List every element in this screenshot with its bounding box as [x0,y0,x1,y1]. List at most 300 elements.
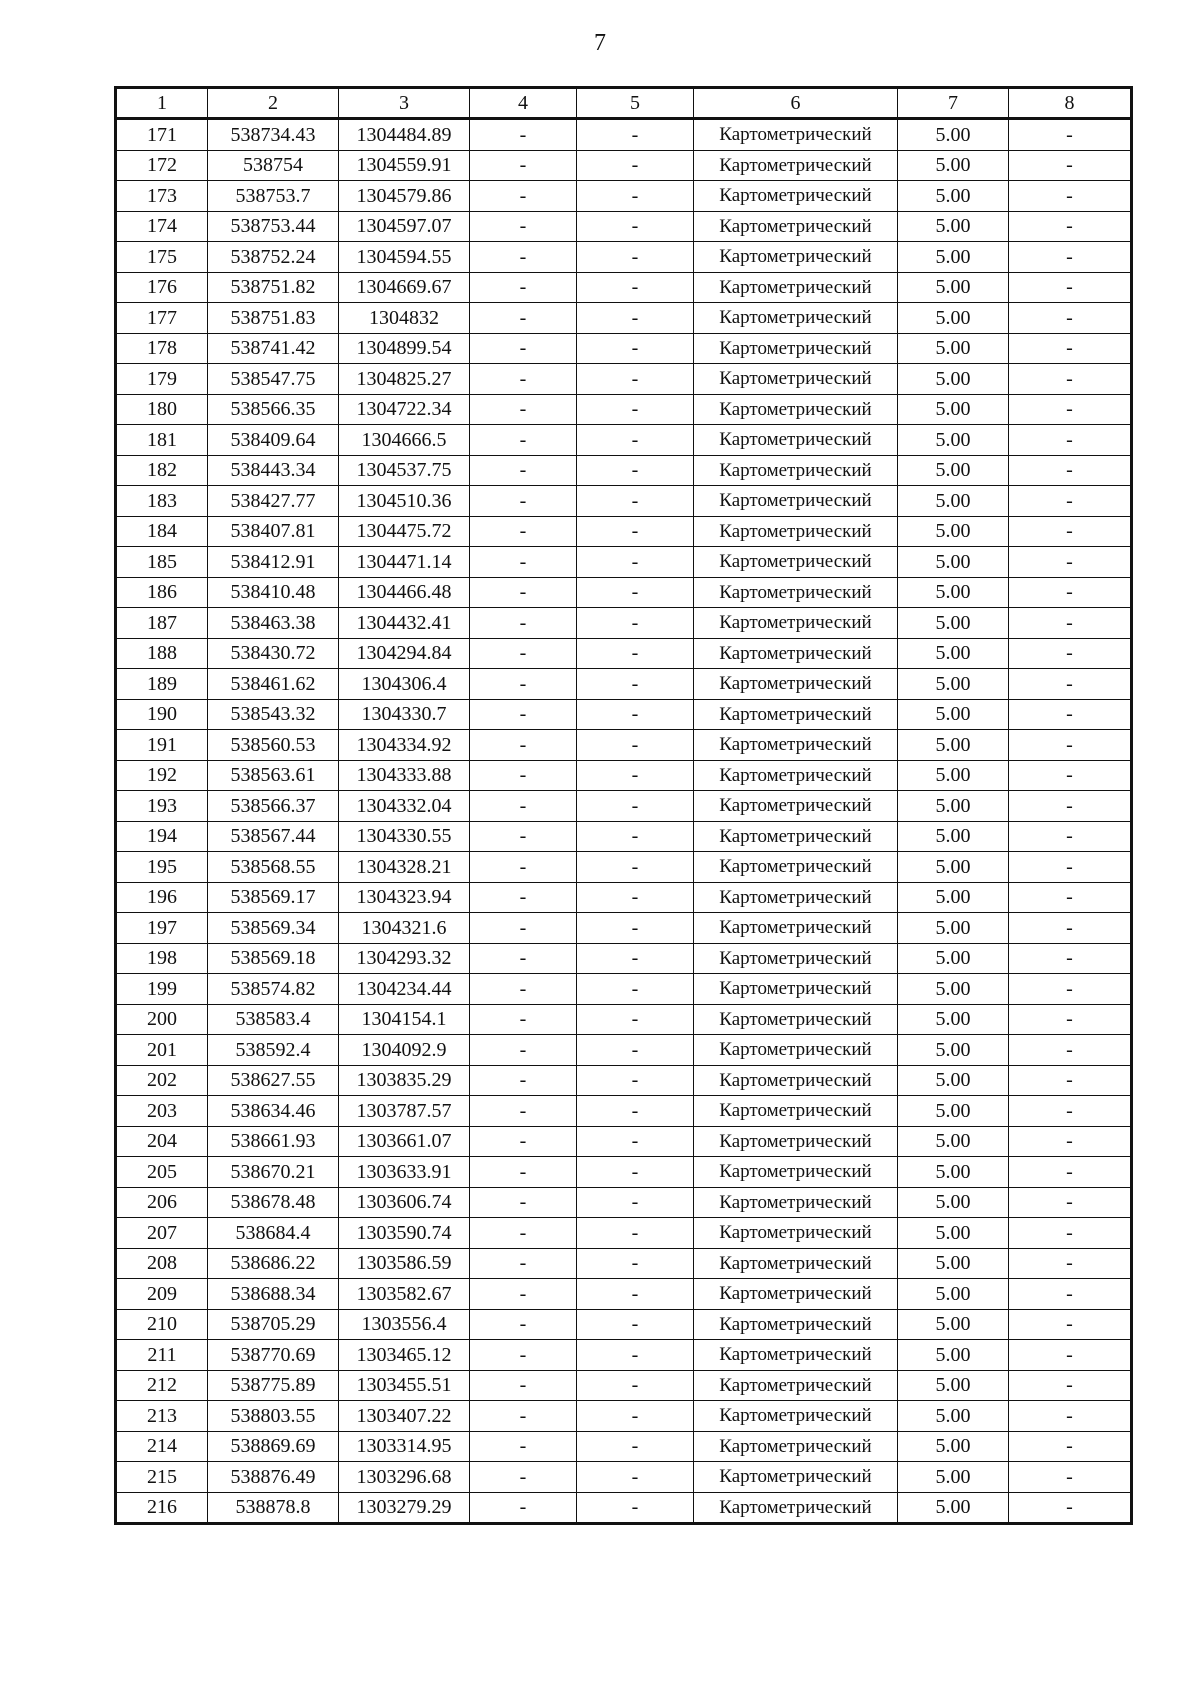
table-cell-col-7: 5.00 [898,547,1009,578]
table-cell-col-2: 538409.64 [208,425,339,456]
table-row [116,974,1132,1005]
table-cell-col-6: Картометрический [694,1004,898,1035]
table-cell-col-8: - [1009,1065,1132,1096]
column-header-7: 7 [898,88,1009,119]
table-cell-col-3: 1303590.74 [339,1218,470,1249]
table-cell-col-6: Картометрический [694,516,898,547]
table-cell-col-5: - [577,1370,694,1401]
table-cell-col-8: - [1009,1492,1132,1524]
table-cell-col-1: 208 [116,1248,208,1279]
table-cell-col-3: 1304666.5 [339,425,470,456]
table-cell-col-6: Картометрический [694,1370,898,1401]
table-cell-col-6: Картометрический [694,1157,898,1188]
table-row [116,943,1132,974]
table-cell-col-3: 1304328.21 [339,852,470,883]
table-cell-col-1: 188 [116,638,208,669]
table-row [116,181,1132,212]
table-row [116,577,1132,608]
table-cell-col-5: - [577,669,694,700]
table-cell-col-3: 1304323.94 [339,882,470,913]
table-cell-col-6: Картометрический [694,1340,898,1371]
table-cell-col-1: 194 [116,821,208,852]
table-cell-col-7: 5.00 [898,1492,1009,1524]
table-row [116,394,1132,425]
table-cell-col-3: 1304333.88 [339,760,470,791]
table-cell-col-5: - [577,943,694,974]
table-row [116,638,1132,669]
table-row [116,791,1132,822]
table-cell-col-8: - [1009,1340,1132,1371]
table-cell-col-6: Картометрический [694,1065,898,1096]
table-cell-col-7: 5.00 [898,516,1009,547]
table-cell-col-8: - [1009,1004,1132,1035]
table-row [116,516,1132,547]
table-cell-col-1: 182 [116,455,208,486]
table-cell-col-6: Картометрический [694,1035,898,1066]
table-cell-col-8: - [1009,608,1132,639]
table-cell-col-1: 213 [116,1401,208,1432]
table-cell-col-3: 1304332.04 [339,791,470,822]
table-cell-col-2: 538569.17 [208,882,339,913]
table-cell-col-8: - [1009,211,1132,242]
table-cell-col-4: - [470,913,577,944]
table-cell-col-2: 538566.35 [208,394,339,425]
coordinates-table [114,86,1133,1525]
table-cell-col-1: 192 [116,760,208,791]
column-header-4: 4 [470,88,577,119]
table-cell-col-1: 193 [116,791,208,822]
table-cell-col-6: Картометрический [694,852,898,883]
table-cell-col-7: 5.00 [898,394,1009,425]
table-cell-col-8: - [1009,852,1132,883]
table-cell-col-3: 1304294.84 [339,638,470,669]
table-cell-col-4: - [470,242,577,273]
table-cell-col-1: 199 [116,974,208,1005]
column-header-1: 1 [116,88,208,119]
table-cell-col-6: Картометрический [694,1279,898,1310]
table-cell-col-7: 5.00 [898,486,1009,517]
table-cell-col-8: - [1009,1431,1132,1462]
table-cell-col-5: - [577,1218,694,1249]
table-cell-col-1: 211 [116,1340,208,1371]
table-row [116,1492,1132,1524]
table-row [116,1279,1132,1310]
table-cell-col-5: - [577,699,694,730]
table-cell-col-7: 5.00 [898,150,1009,181]
table-cell-col-6: Картометрический [694,364,898,395]
table-cell-col-2: 538574.82 [208,974,339,1005]
table-cell-col-8: - [1009,913,1132,944]
table-cell-col-8: - [1009,455,1132,486]
table-cell-col-2: 538751.82 [208,272,339,303]
table-cell-col-3: 1303455.51 [339,1370,470,1401]
column-header-8: 8 [1009,88,1132,119]
table-cell-col-7: 5.00 [898,913,1009,944]
table-cell-col-7: 5.00 [898,577,1009,608]
table-cell-col-3: 1304293.32 [339,943,470,974]
table-cell-col-2: 538752.24 [208,242,339,273]
table-cell-col-2: 538753.7 [208,181,339,212]
table-cell-col-5: - [577,791,694,822]
table-cell-col-4: - [470,730,577,761]
table-cell-col-6: Картометрический [694,821,898,852]
table-cell-col-8: - [1009,1035,1132,1066]
table-cell-col-3: 1304330.7 [339,699,470,730]
table-cell-col-8: - [1009,425,1132,456]
table-cell-col-7: 5.00 [898,333,1009,364]
table-cell-col-6: Картометрический [694,882,898,913]
table-cell-col-2: 538461.62 [208,669,339,700]
table-cell-col-4: - [470,1248,577,1279]
table-row [116,1187,1132,1218]
table-cell-col-6: Картометрический [694,760,898,791]
table-cell-col-4: - [470,1370,577,1401]
table-cell-col-2: 538775.89 [208,1370,339,1401]
table-cell-col-5: - [577,1157,694,1188]
table-cell-col-2: 538407.81 [208,516,339,547]
table-cell-col-8: - [1009,1248,1132,1279]
table-cell-col-7: 5.00 [898,1279,1009,1310]
table-cell-col-7: 5.00 [898,1401,1009,1432]
table-row [116,486,1132,517]
table-cell-col-5: - [577,974,694,1005]
table-header [116,88,1132,119]
table-cell-col-2: 538543.32 [208,699,339,730]
table-cell-col-2: 538741.42 [208,333,339,364]
table-row [116,364,1132,395]
table-cell-col-2: 538627.55 [208,1065,339,1096]
table-cell-col-6: Картометрический [694,242,898,273]
table-cell-col-6: Картометрический [694,425,898,456]
table-cell-col-7: 5.00 [898,1004,1009,1035]
table-cell-col-4: - [470,821,577,852]
table-cell-col-8: - [1009,1157,1132,1188]
table-cell-col-4: - [470,760,577,791]
table-cell-col-6: Картометрический [694,455,898,486]
table-cell-col-3: 1303296.68 [339,1462,470,1493]
table-cell-col-5: - [577,181,694,212]
table-row [116,1035,1132,1066]
table-cell-col-5: - [577,119,694,151]
table-cell-col-8: - [1009,150,1132,181]
table-cell-col-2: 538754 [208,150,339,181]
table-cell-col-6: Картометрический [694,486,898,517]
table-cell-col-4: - [470,1309,577,1340]
table-cell-col-4: - [470,394,577,425]
table-cell-col-3: 1304330.55 [339,821,470,852]
table-cell-col-1: 204 [116,1126,208,1157]
table-cell-col-2: 538753.44 [208,211,339,242]
table-cell-col-2: 538734.43 [208,119,339,151]
table-cell-col-7: 5.00 [898,1096,1009,1127]
table-cell-col-2: 538566.37 [208,791,339,822]
table-cell-col-4: - [470,638,577,669]
table-row [116,1065,1132,1096]
table-cell-col-3: 1303586.59 [339,1248,470,1279]
table-cell-col-7: 5.00 [898,730,1009,761]
table-cell-col-4: - [470,303,577,334]
table-cell-col-3: 1304306.4 [339,669,470,700]
table-cell-col-5: - [577,211,694,242]
table-body [116,119,1132,1524]
table-row [116,913,1132,944]
table-cell-col-5: - [577,821,694,852]
table-cell-col-8: - [1009,1218,1132,1249]
table-cell-col-5: - [577,1126,694,1157]
table-cell-col-4: - [470,425,577,456]
table-cell-col-6: Картометрический [694,150,898,181]
table-cell-col-8: - [1009,730,1132,761]
table-cell-col-1: 202 [116,1065,208,1096]
table-cell-col-2: 538569.34 [208,913,339,944]
table-cell-col-1: 172 [116,150,208,181]
table-cell-col-7: 5.00 [898,303,1009,334]
table-cell-col-7: 5.00 [898,638,1009,669]
table-cell-col-4: - [470,669,577,700]
table-cell-col-8: - [1009,943,1132,974]
table-cell-col-4: - [470,516,577,547]
table-cell-col-7: 5.00 [898,1248,1009,1279]
table-row [116,821,1132,852]
table-cell-col-6: Картометрический [694,1187,898,1218]
table-cell-col-5: - [577,1401,694,1432]
table-cell-col-3: 1304669.67 [339,272,470,303]
table-row [116,303,1132,334]
table-cell-col-4: - [470,272,577,303]
table-cell-col-3: 1303582.67 [339,1279,470,1310]
table-cell-col-7: 5.00 [898,1157,1009,1188]
table-cell-col-5: - [577,1309,694,1340]
table-cell-col-5: - [577,303,694,334]
table-row [116,242,1132,273]
table-cell-col-4: - [470,974,577,1005]
table-cell-col-2: 538443.34 [208,455,339,486]
table-cell-col-8: - [1009,1187,1132,1218]
table-row [116,333,1132,364]
table-cell-col-5: - [577,486,694,517]
table-cell-col-1: 206 [116,1187,208,1218]
table-cell-col-8: - [1009,638,1132,669]
table-cell-col-4: - [470,1126,577,1157]
table-cell-col-1: 190 [116,699,208,730]
table-cell-col-7: 5.00 [898,1309,1009,1340]
table-cell-col-6: Картометрический [694,119,898,151]
table-cell-col-8: - [1009,791,1132,822]
table-row [116,1462,1132,1493]
table-row [116,1004,1132,1035]
table-row [116,699,1132,730]
table-cell-col-7: 5.00 [898,791,1009,822]
table-cell-col-4: - [470,882,577,913]
table-cell-col-1: 186 [116,577,208,608]
table-cell-col-8: - [1009,1096,1132,1127]
table-cell-col-8: - [1009,1279,1132,1310]
table-cell-col-7: 5.00 [898,455,1009,486]
table-cell-col-1: 198 [116,943,208,974]
table-cell-col-1: 181 [116,425,208,456]
table-row [116,1096,1132,1127]
table-cell-col-2: 538869.69 [208,1431,339,1462]
table-cell-col-8: - [1009,394,1132,425]
table-cell-col-3: 1304597.07 [339,211,470,242]
table-cell-col-3: 1304722.34 [339,394,470,425]
table-cell-col-3: 1304471.14 [339,547,470,578]
table-cell-col-4: - [470,943,577,974]
table-row [116,455,1132,486]
table-cell-col-3: 1304234.44 [339,974,470,1005]
table-cell-col-4: - [470,486,577,517]
table-cell-col-3: 1304537.75 [339,455,470,486]
table-cell-col-2: 538670.21 [208,1157,339,1188]
table-cell-col-5: - [577,1035,694,1066]
table-cell-col-5: - [577,242,694,273]
table-cell-col-6: Картометрический [694,547,898,578]
table-cell-col-5: - [577,760,694,791]
table-row [116,547,1132,578]
table-cell-col-7: 5.00 [898,1431,1009,1462]
table-cell-col-1: 201 [116,1035,208,1066]
table-cell-col-3: 1303787.57 [339,1096,470,1127]
table-cell-col-3: 1304832 [339,303,470,334]
table-cell-col-6: Картометрический [694,577,898,608]
table-row [116,608,1132,639]
table-cell-col-5: - [577,425,694,456]
table-cell-col-5: - [577,1096,694,1127]
table-cell-col-4: - [470,181,577,212]
table-cell-col-7: 5.00 [898,974,1009,1005]
table-cell-col-5: - [577,577,694,608]
table-cell-col-6: Картометрический [694,608,898,639]
table-cell-col-3: 1304321.6 [339,913,470,944]
table-cell-col-6: Картометрический [694,638,898,669]
table-cell-col-1: 212 [116,1370,208,1401]
table-cell-col-8: - [1009,486,1132,517]
table-cell-col-5: - [577,1462,694,1493]
table-cell-col-5: - [577,913,694,944]
table-cell-col-5: - [577,272,694,303]
table-cell-col-2: 538547.75 [208,364,339,395]
table-cell-col-6: Картометрический [694,394,898,425]
table-cell-col-3: 1304594.55 [339,242,470,273]
table-cell-col-1: 176 [116,272,208,303]
table-row [116,1401,1132,1432]
table-cell-col-5: - [577,638,694,669]
table-cell-col-1: 203 [116,1096,208,1127]
table-cell-col-3: 1304092.9 [339,1035,470,1066]
table-cell-col-1: 187 [116,608,208,639]
table-cell-col-8: - [1009,821,1132,852]
table-cell-col-7: 5.00 [898,608,1009,639]
table-cell-col-3: 1304466.48 [339,577,470,608]
table-cell-col-2: 538427.77 [208,486,339,517]
table-cell-col-4: - [470,1462,577,1493]
table-cell-col-4: - [470,1492,577,1524]
table-cell-col-4: - [470,608,577,639]
table-cell-col-2: 538430.72 [208,638,339,669]
table-cell-col-1: 200 [116,1004,208,1035]
table-cell-col-6: Картометрический [694,1492,898,1524]
table-cell-col-3: 1304334.92 [339,730,470,761]
table-cell-col-2: 538751.83 [208,303,339,334]
table-cell-col-5: - [577,1492,694,1524]
table-cell-col-3: 1304825.27 [339,364,470,395]
table-cell-col-1: 171 [116,119,208,151]
table-cell-col-7: 5.00 [898,699,1009,730]
table-cell-col-6: Картометрический [694,1126,898,1157]
table-cell-col-6: Картометрический [694,1401,898,1432]
table-cell-col-7: 5.00 [898,1340,1009,1371]
table-cell-col-6: Картометрический [694,1309,898,1340]
table-cell-col-8: - [1009,333,1132,364]
table-cell-col-7: 5.00 [898,1035,1009,1066]
table-cell-col-4: - [470,1187,577,1218]
table-cell-col-4: - [470,547,577,578]
table-cell-col-5: - [577,608,694,639]
table-cell-col-4: - [470,455,577,486]
table-cell-col-2: 538569.18 [208,943,339,974]
table-row [116,852,1132,883]
table-cell-col-1: 177 [116,303,208,334]
table-cell-col-8: - [1009,1370,1132,1401]
table-cell-col-5: - [577,1187,694,1218]
table-cell-col-7: 5.00 [898,211,1009,242]
table-cell-col-6: Картометрический [694,791,898,822]
table-cell-col-3: 1304154.1 [339,1004,470,1035]
table-cell-col-1: 183 [116,486,208,517]
table-cell-col-8: - [1009,303,1132,334]
table-cell-col-4: - [470,150,577,181]
table-cell-col-2: 538567.44 [208,821,339,852]
table-row [116,1309,1132,1340]
page-number: 7 [594,30,606,56]
table-cell-col-5: - [577,882,694,913]
table-cell-col-2: 538878.8 [208,1492,339,1524]
table-cell-col-6: Картометрический [694,974,898,1005]
table-cell-col-5: - [577,1065,694,1096]
table-cell-col-3: 1303314.95 [339,1431,470,1462]
table-cell-col-2: 538410.48 [208,577,339,608]
table-cell-col-8: - [1009,516,1132,547]
table-cell-col-1: 184 [116,516,208,547]
table-cell-col-5: - [577,364,694,395]
table-row [116,1248,1132,1279]
table-row [116,150,1132,181]
table-cell-col-4: - [470,1157,577,1188]
table-cell-col-8: - [1009,699,1132,730]
table-cell-col-2: 538560.53 [208,730,339,761]
table-cell-col-1: 185 [116,547,208,578]
table-cell-col-1: 178 [116,333,208,364]
table-cell-col-8: - [1009,119,1132,151]
table-cell-col-3: 1304559.91 [339,150,470,181]
table-cell-col-4: - [470,1096,577,1127]
table-cell-col-7: 5.00 [898,943,1009,974]
table-row [116,882,1132,913]
table-cell-col-3: 1303556.4 [339,1309,470,1340]
table-cell-col-3: 1303633.91 [339,1157,470,1188]
table-row [116,1431,1132,1462]
table-cell-col-5: - [577,547,694,578]
table-cell-col-8: - [1009,760,1132,791]
table-cell-col-2: 538876.49 [208,1462,339,1493]
table-row [116,1126,1132,1157]
table-row [116,272,1132,303]
table-cell-col-7: 5.00 [898,1187,1009,1218]
table-cell-col-2: 538678.48 [208,1187,339,1218]
table-cell-col-8: - [1009,1309,1132,1340]
table-cell-col-7: 5.00 [898,119,1009,151]
table-cell-col-4: - [470,364,577,395]
